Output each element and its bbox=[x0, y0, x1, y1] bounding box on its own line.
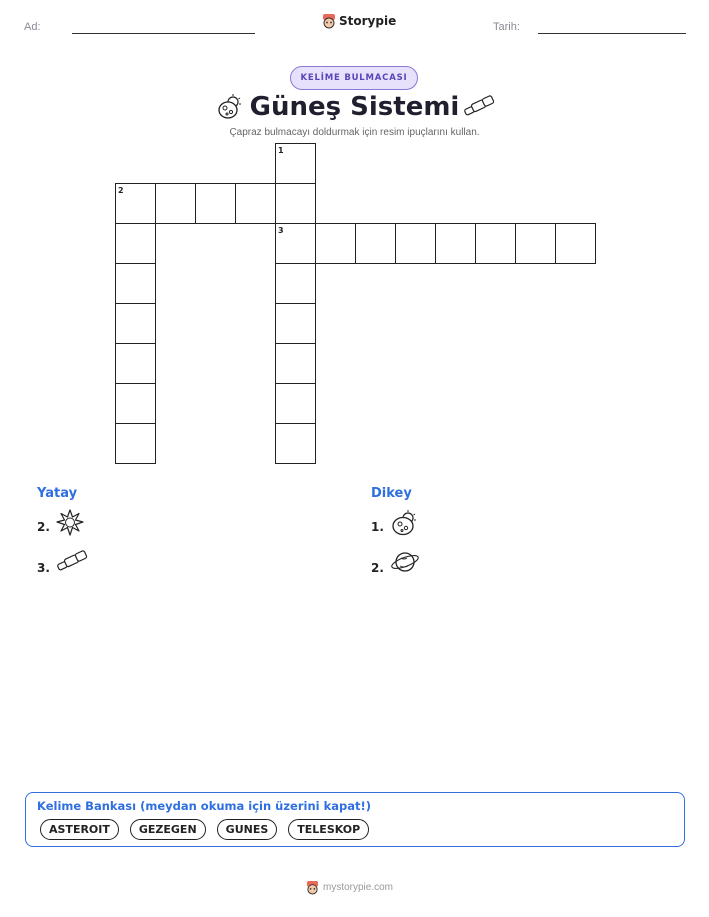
word-bank-item: TELESKOP bbox=[288, 819, 369, 840]
grid-cell[interactable] bbox=[275, 383, 316, 424]
clue-number-3: 3 bbox=[278, 226, 284, 235]
across-clue-3 bbox=[37, 547, 88, 575]
grid-cell[interactable] bbox=[115, 303, 156, 344]
clue-number-2: 2 bbox=[118, 186, 124, 195]
page-title: Güneş Sistemi bbox=[249, 92, 460, 122]
grid-cell[interactable] bbox=[275, 223, 316, 264]
grid-cell[interactable] bbox=[115, 383, 156, 424]
grid-cell[interactable] bbox=[275, 423, 316, 464]
grid-cell[interactable] bbox=[555, 223, 596, 264]
clue-number: 2. bbox=[37, 520, 50, 534]
grid-cell[interactable] bbox=[195, 183, 236, 224]
grid-cell[interactable] bbox=[235, 183, 276, 224]
grid-cell[interactable] bbox=[275, 143, 316, 184]
grid-cell[interactable] bbox=[155, 183, 196, 224]
footer-site[interactable]: mystorypie.com bbox=[323, 882, 394, 893]
storypie-mascot-icon bbox=[322, 13, 336, 29]
clue-number: 1. bbox=[371, 520, 384, 534]
word-bank-title: Kelime Bankası (meydan okuma için üzerini kapat!) bbox=[37, 799, 372, 813]
grid-cell[interactable] bbox=[115, 343, 156, 384]
down-clue-2 bbox=[371, 549, 420, 575]
sun-icon bbox=[56, 509, 84, 537]
grid-cell[interactable] bbox=[275, 263, 316, 304]
puzzle-type-badge: KELİME BULMACASI bbox=[290, 66, 418, 90]
grid-cell[interactable] bbox=[115, 223, 156, 264]
date-line[interactable] bbox=[538, 33, 686, 34]
brand-logo bbox=[322, 13, 396, 29]
footer bbox=[306, 880, 393, 895]
clue-number-1: 1 bbox=[278, 146, 284, 155]
brand-name: Storypie bbox=[339, 14, 397, 28]
name-label: Ad: bbox=[24, 21, 41, 33]
asteroid-icon bbox=[390, 509, 420, 537]
planet-icon bbox=[390, 549, 420, 575]
word-bank bbox=[25, 792, 685, 847]
storypie-mascot-icon bbox=[306, 880, 319, 895]
grid-cell[interactable] bbox=[475, 223, 516, 264]
word-bank-item: GEZEGEN bbox=[130, 819, 206, 840]
down-clue-1 bbox=[371, 509, 420, 537]
grid-cell[interactable] bbox=[435, 223, 476, 264]
instructions: Çapraz bulmacayı doldurmak için resim ipuçlarını kullan. bbox=[229, 127, 480, 138]
grid-cell[interactable] bbox=[115, 263, 156, 304]
grid-cell[interactable] bbox=[115, 183, 156, 224]
telescope-icon bbox=[56, 549, 88, 573]
down-heading: Dikey bbox=[371, 486, 412, 501]
word-bank-list bbox=[40, 819, 369, 840]
grid-cell[interactable] bbox=[315, 223, 356, 264]
grid-cell[interactable] bbox=[395, 223, 436, 264]
across-clue-2 bbox=[37, 509, 84, 537]
across-heading: Yatay bbox=[37, 486, 78, 501]
grid-cell[interactable] bbox=[515, 223, 556, 264]
grid-cell[interactable] bbox=[355, 223, 396, 264]
grid-cell[interactable] bbox=[275, 183, 316, 224]
word-bank-item: GUNES bbox=[217, 819, 278, 840]
name-line[interactable] bbox=[72, 33, 255, 34]
clue-number: 2. bbox=[371, 561, 384, 575]
clue-number: 3. bbox=[37, 561, 50, 575]
grid-cell[interactable] bbox=[275, 343, 316, 384]
grid-cell[interactable] bbox=[275, 303, 316, 344]
word-bank-item: ASTEROIT bbox=[40, 819, 119, 840]
grid-cell[interactable] bbox=[115, 423, 156, 464]
date-label: Tarih: bbox=[493, 21, 520, 33]
telescope-icon bbox=[463, 95, 495, 117]
